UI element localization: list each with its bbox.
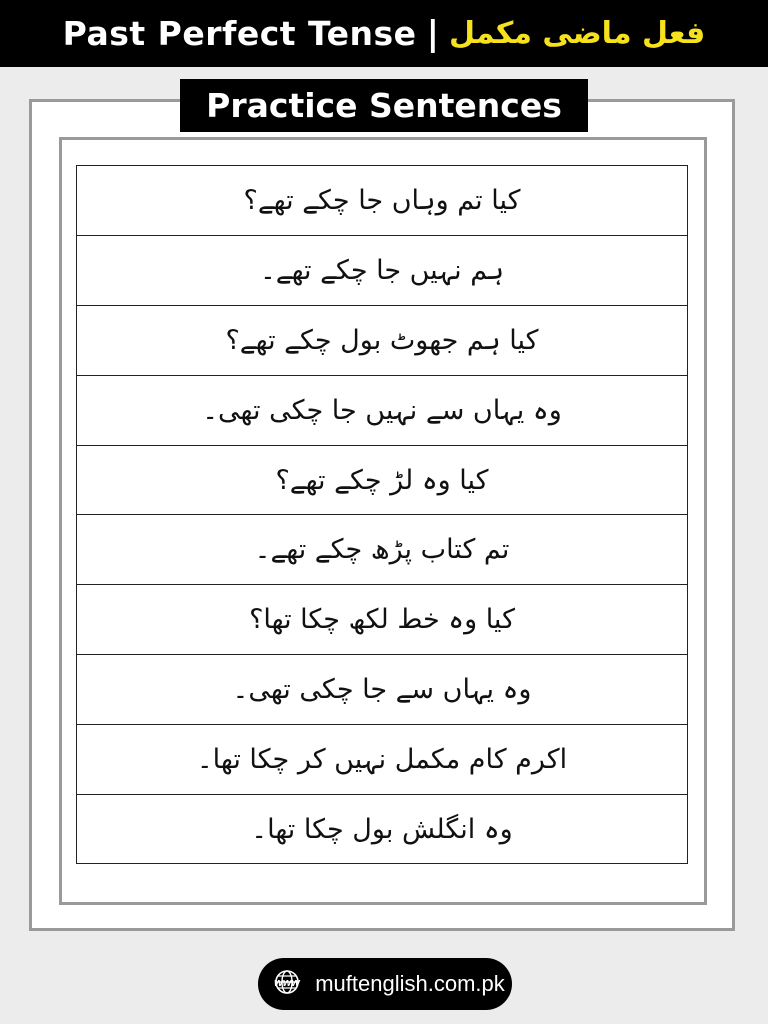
svg-text:www: www [274, 977, 301, 989]
table-row [77, 236, 687, 306]
table-row [77, 515, 687, 585]
sentence-text: کیا ہم جھوٹ بول چکے تھے؟ [225, 324, 539, 356]
sentence-text: وہ یہاں سے نہیں جا چکی تھی۔ [202, 394, 562, 426]
sentence-text: اکرم کام مکمل نہیں کر چکا تھا۔ [196, 744, 568, 776]
table-row [77, 306, 687, 376]
sentence-text: وہ یہاں سے جا چکی تھی۔ [232, 674, 532, 706]
sentence-text: کیا وہ خط لکھ چکا تھا؟ [249, 604, 515, 636]
table-row [77, 655, 687, 725]
urdu-title: فعل ماضی مکمل [448, 16, 706, 51]
sentences-table [76, 165, 688, 864]
page-title: Past Perfect Tense [62, 14, 417, 53]
website-link[interactable] [258, 958, 512, 1010]
sentence-text: کیا تم وہاں جا چکے تھے؟ [243, 184, 521, 216]
table-row [77, 585, 687, 655]
table-row [77, 725, 687, 795]
www-globe-icon [265, 969, 309, 999]
sentence-text: تم کتاب پڑھ چکے تھے۔ [254, 534, 510, 566]
table-row [77, 446, 687, 516]
title-separator: | [426, 13, 439, 54]
table-row [77, 376, 687, 446]
sentence-text: کیا وہ لڑ چکے تھے؟ [275, 464, 489, 496]
sentence-text: ہم نہیں جا چکے تھے۔ [259, 254, 505, 286]
sentence-text: وہ انگلش بول چکا تھا۔ [251, 814, 513, 846]
header-bar [0, 0, 768, 67]
section-title: Practice Sentences [180, 79, 588, 132]
table-row [77, 795, 687, 865]
website-url[interactable]: muftenglish.com.pk [315, 971, 505, 996]
table-row [77, 166, 687, 236]
